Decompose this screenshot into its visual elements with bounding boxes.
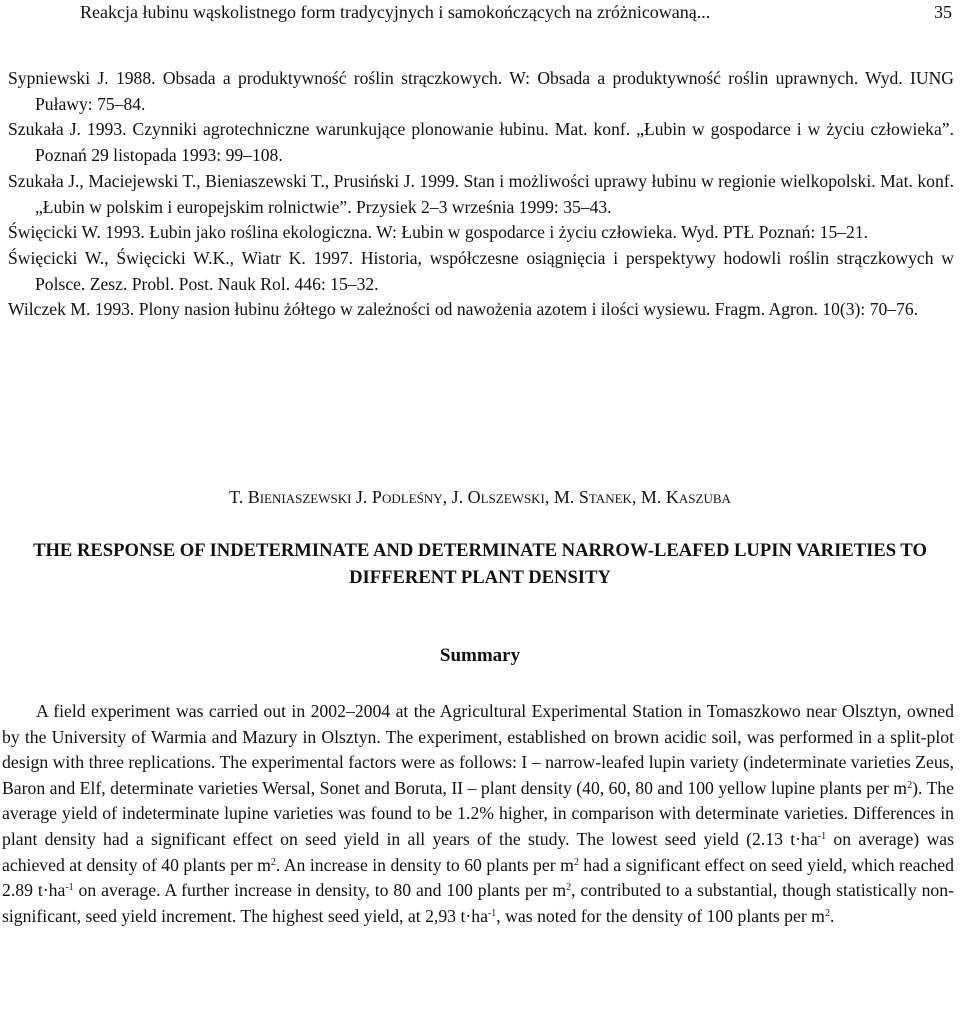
summary-paragraph [2,699,954,929]
summary-heading: Summary [439,645,521,666]
summary-text: ). The average yield of indeterminate lupine varieties was found to be 1.2% higher, in comparison with determinate varieties. Differences in plant density had a significant effect on seed yield in all years of the study. The lowest seed yield (2.13 t·ha [2,777,954,849]
page-number: 35 [934,2,952,22]
summary-text: had a significant effect on seed yield, which reached 2.89 t·ha [2,854,954,901]
author-list [0,487,960,508]
summary-text: on average) was achieved at density of 40 plants per m [2,828,954,875]
superscript: -1 [65,882,74,894]
reference-item: Szukała J., Maciejewski T., Bieniaszewski T., Prusiński J. 1999. Stan i możliwości uprawy łubinu w regionie wielkopolski. Mat. konf. „Łubin w polskim i europejskim rolnictwie”. Przysiek 2–3 września 1999: 35–43. [8,170,954,217]
reference-item: Wilczek M. 1993. Plony nasion łubinu żółtego w zależności od nawożenia azotem i ilości wysiewu. Fragm. Agron. 10(3): 70–76. [8,299,919,320]
running-header-title: Reakcja łubinu wąskolistnego form tradycyjnych i samokończących na zróżnicowaną... [80,2,711,22]
authors-text: T. Bieniaszewski J. Podleśny, J. Olszewski, M. Stanek, M. Kaszuba [229,487,731,507]
summary-text: . [829,905,835,926]
superscript: 2 [566,882,572,894]
summary-text: A field experiment was carried out in 2002–2004 at the Agricultural Experimental Station in Tomaszkowo near Olsztyn, owned by the University of Warmia and Mazury in Olsztyn. The experiment, established on brown acidic soil, was performed in a split-plot design with three replications. The experimental factors were as follows: I – narrow-leafed lupin variety (indeterminate varieties Zeus, Baron and Elf, determinate varieties Wersal, Sonet and Boruta, II – plant density (40, 60, 80 and 100 yellow lupine plants per m [2,701,954,798]
reference-list [8,66,954,323]
reference-item: Szukała J. 1993. Czynniki agrotechniczne warunkujące plonowanie łubinu. Mat. konf. „Łubin w gospodarce i w życiu człowieka”. Poznań 29 listopada 1993: 99–108. [8,119,954,166]
superscript: -1 [817,830,827,842]
summary-text: . An increase in density to 60 plants per m [275,854,574,875]
summary-text: , was noted for the density of 100 plants per m [496,905,825,926]
superscript: 2 [573,856,579,868]
summary-text: , contributed to a substantial, though statistically non-significant, seed yield increment. The highest seed yield, at 2,93 t·ha [2,880,955,926]
summary-text: on average. A further increase in density, to 80 and 100 plants per m [73,880,567,901]
reference-item: Święcicki W., Święcicki W.K., Wiatr K. 1997. Historia, współczesne osiągnięcia i perspektywy hodowli roślin strączkowych w Polsce. Zesz. Probl. Post. Nauk Rol. 446: 15–32. [8,247,954,294]
paper-title: THE RESPONSE OF INDETERMINATE AND DETERMINATE NARROW-LEAFED LUPIN VARIETIES TO DIFFERENT PLANT DENSITY [33,540,927,588]
superscript: -1 [487,907,497,919]
reference-item: Sypniewski J. 1988. Obsada a produktywność roślin strączkowych. W: Obsada a produktywność roślin uprawnych. Wyd. IUNG Puławy: 75–84. [8,68,954,114]
superscript: 2 [824,907,830,919]
superscript: 2 [270,856,276,868]
superscript: 2 [907,779,913,791]
reference-item: Święcicki W. 1993. Łubin jako roślina ekologiczna. W: Łubin w gospodarce i życiu człowieka. Wyd. PTŁ Poznań: 15–21. [8,222,869,243]
running-header [0,0,960,28]
